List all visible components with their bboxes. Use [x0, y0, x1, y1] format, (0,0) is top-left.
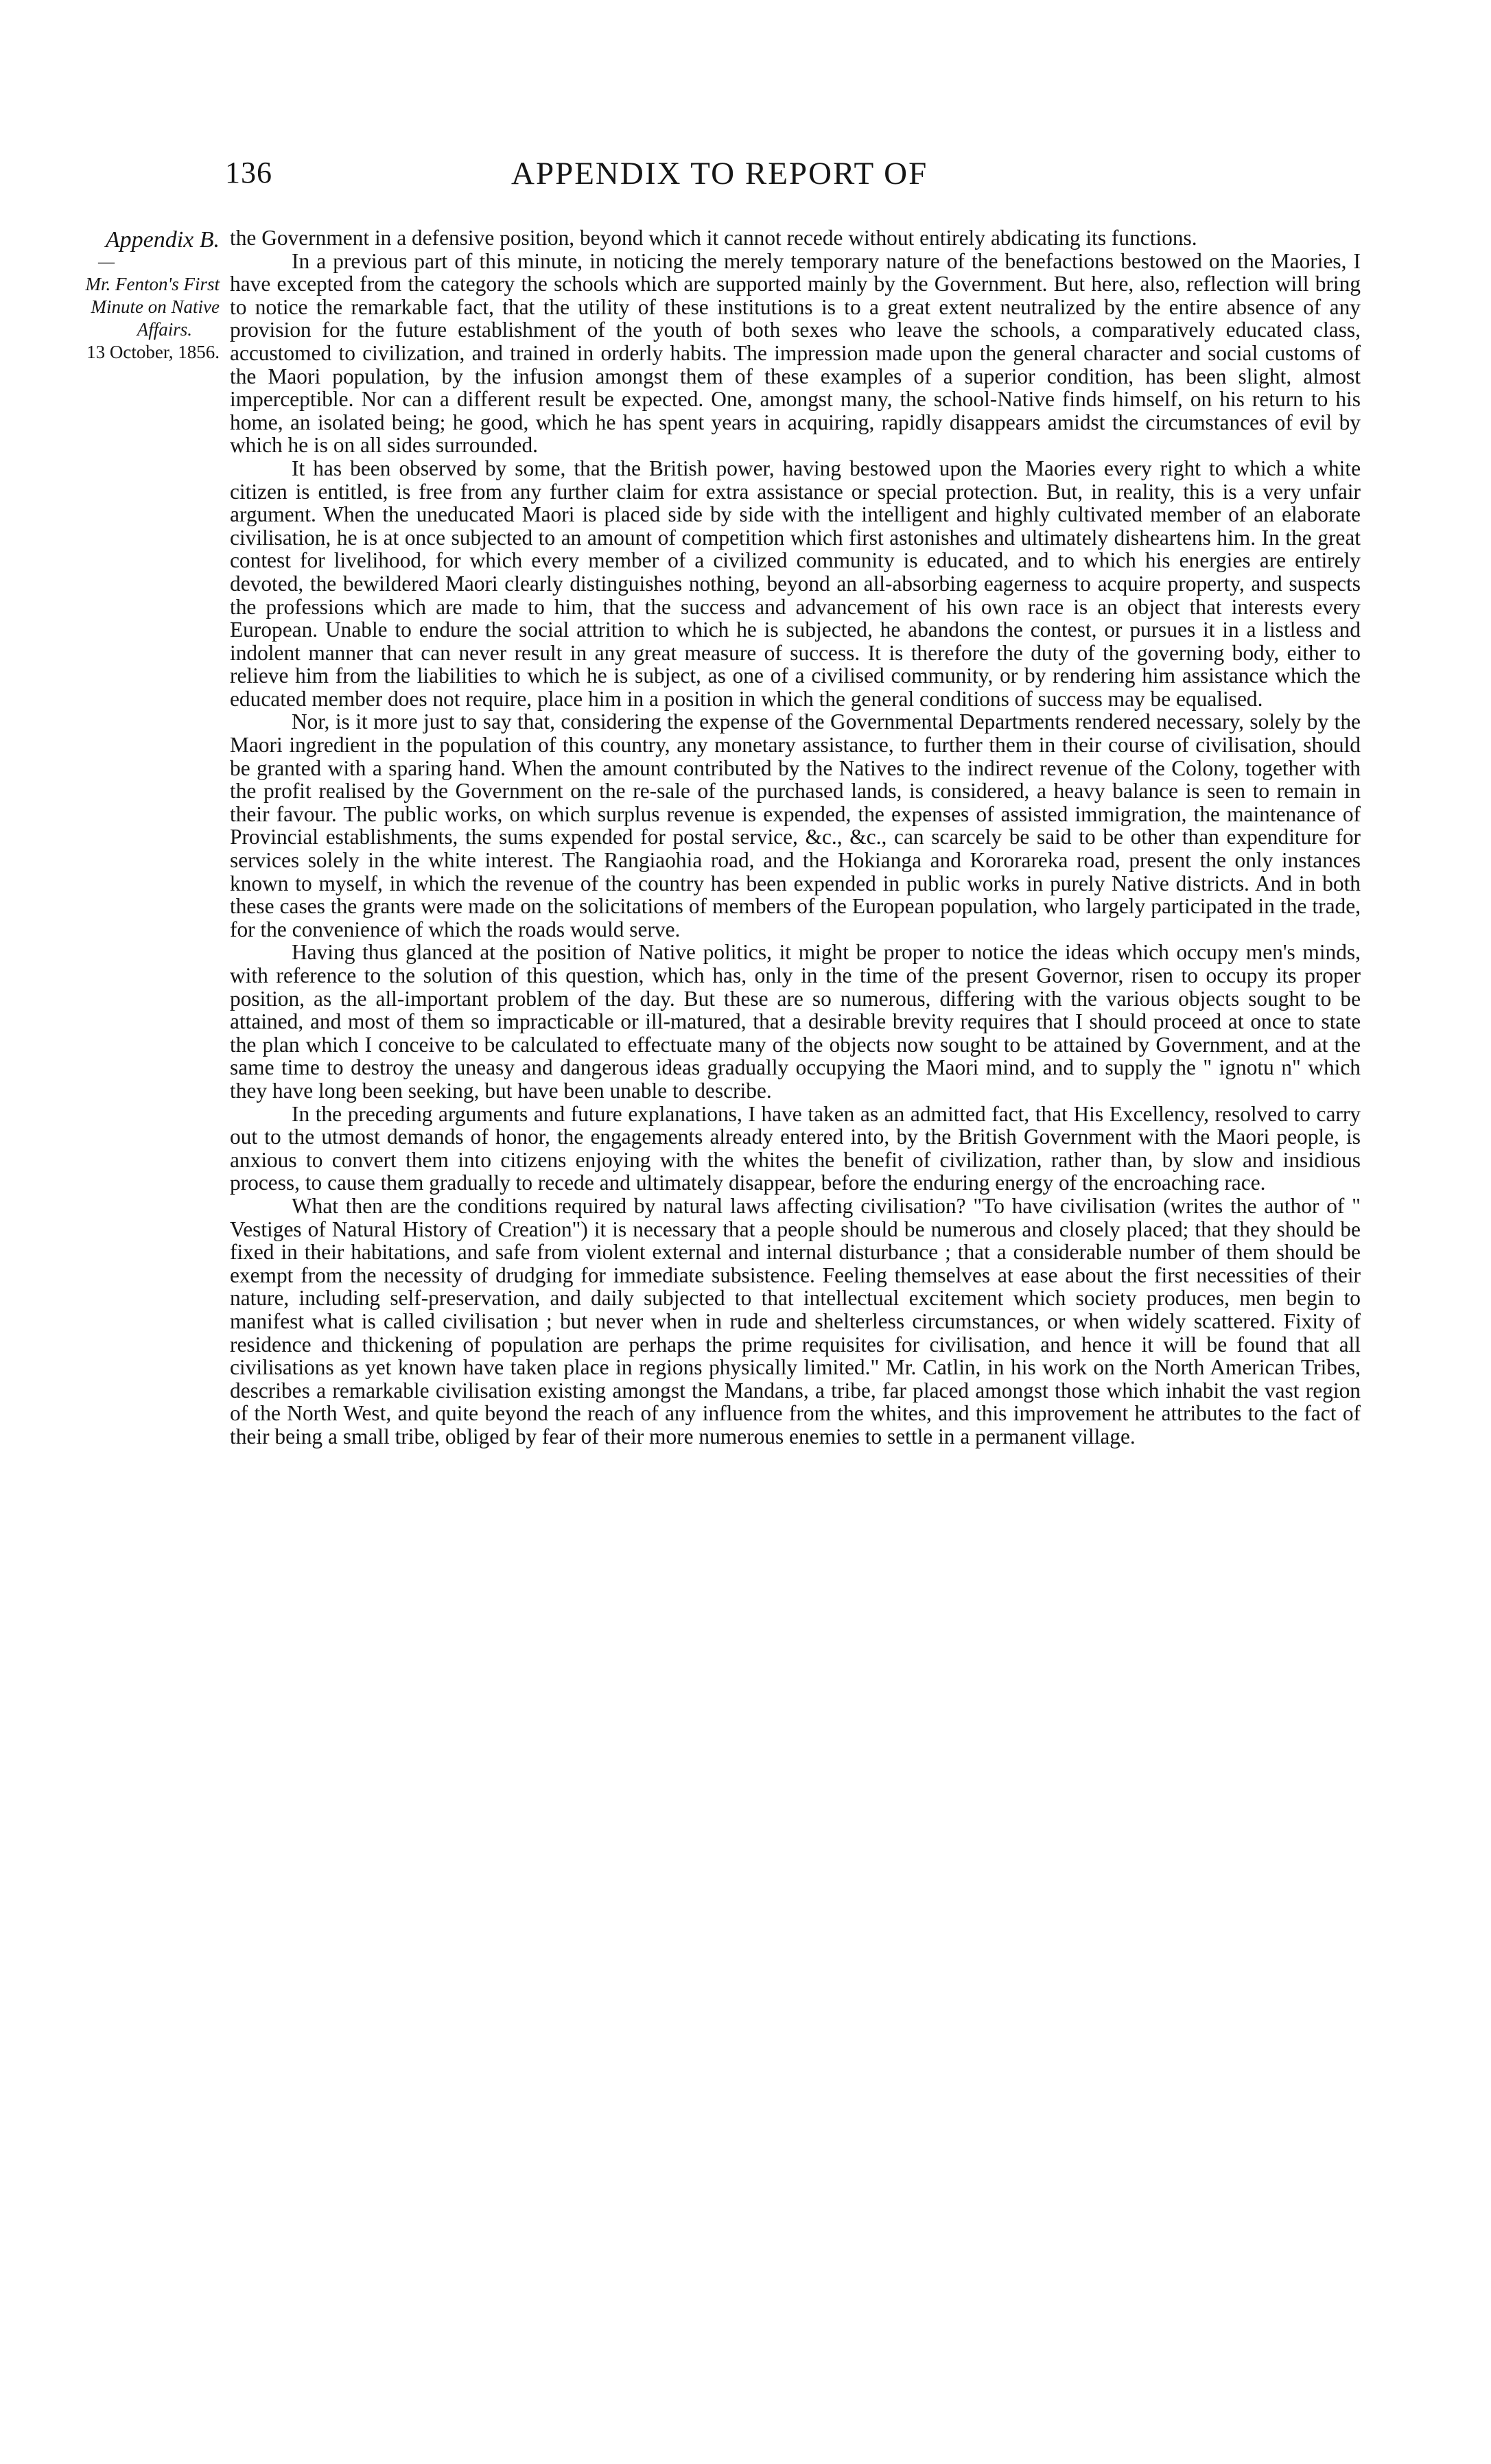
paragraph: Having thus glanced at the position of Native politics, it might be proper to notice the ideas which occupy men's minds, with reference to the solution of this question, which has, only in the time of the present Governor, risen to occupy its proper position, as the all-important problem of the day. But these are so numerous, differing with the various objects sought to be attained, and most of them so impracticable or ill-matured, that a desirable brevity requires that I should proceed at once to state the plan which I conceive to be calculated to effectuate many of the objects now sought to be attained by Government, and at the same time to destroy the uneasy and dangerous ideas gradually occupying the Maori mind, and to supply the " ignotu n" which they have long been seeking, but have been unable to describe. [230, 940, 1361, 1103]
body-text [230, 226, 1361, 1448]
paragraph: What then are the conditions required by natural laws affecting civilisation? "To have civilisation (writes the author of " Vestiges of Natural History of Creation") it is necessary that a people should be numerous and closely placed; that they should be fixed in their habitations, and safe from violent external and internal disturbance ; that a considerable number of them should be exempt from the necessity of drudging for immediate subsistence. Feeling themselves at ease about the first necessities of their nature, including self-preservation, and daily subjected to that intellectual excitement which society produces, men begin to manifest what is called civilisation ; but never when in rude and shelterless circumstances, or when widely scattered. Fixity of residence and thickening of population are perhaps the prime requisites for civilisation, and hence it will be found that all civilisations as yet known have taken place in regions physically limited." Mr. Catlin, in his work on the North American Tribes, describes a remarkable civilisation existing amongst the Mandans, a tribe, far placed amongst those which inhabit the vast region of the North West, and quite beyond the reach of any influence from the whites, and this improvement he attributes to the fact of their being a small tribe, obliged by fear of their more numerous enemies to settle in a permanent village. [230, 1193, 1361, 1448]
margin-title-line: Affairs. [137, 319, 192, 340]
paragraph: the Government in a defensive position, beyond which it cannot recede without entirely abdicating its functions. [230, 226, 1197, 250]
margin-date: 13 October, 1856. [86, 342, 220, 362]
paragraph: In the preceding arguments and future explanations, I have taken as an admitted fact, that His Excellency, resolved to carry out to the utmost demands of honor, the engagements already entered into, by the British Government with the Maori people, is anxious to convert them into citizens enjoying with the whites the benefit of civilization, rather than, by slow and insidious process, to cause them gradually to recede and ultimately disappear, before the enduring energy of the encroaching race. [230, 1101, 1361, 1195]
paragraph: It has been observed by some, that the British power, having bestowed upon the Maories every right to which a white citizen is entitled, is free from any further claim for extra assistance or special protection. But, in reality, this is a very unfair argument. When the uneducated Maori is placed side by side with the intelligent and highly cultivated member of an elaborate civilisation, he is at once subjected to an amount of competition which first astonishes and ultimately disheartens him. In the great contest for livelihood, for which every member of a civilized community is educated, and to which his energies are entirely devoted, the bewildered Maori clearly distinguishes nothing, beyond an all-absorbing eagerness to acquire property, and suspects the professions which are made to him, that the success and advancement of his own race is an object that interests every European. Unable to endure the social attrition to which he is subjected, he abandons the contest, or pursues it in a listless and indolent manner that can never result in any great measure of success. It is therefore the duty of the governing body, either to relieve him from the liabilities to which he is subject, as one of a civilised community, or by rendering him assistance which the educated member does not require, place him in a position in which the general conditions of success may be equalised. [230, 456, 1361, 711]
margin-appendix-label: Appendix B. [105, 227, 220, 253]
margin-title-line: Mr. Fenton's First [85, 274, 220, 294]
margin-separator: — [98, 253, 115, 271]
margin-note [21, 225, 220, 364]
margin-title-line: Minute on Native [91, 296, 220, 317]
paragraph: In a previous part of this minute, in noticing the merely temporary nature of the benefactions bestowed on the Maories, I have excepted from the category the schools which are supported mainly by the Government. But here, also, reflection will bring to notice the remarkable fact, that the utility of these institutions is to a great extent neutralized by the entire absence of any provision for the future establishment of the youth of both sexes who leave the schools, a comparatively educated class, accustomed to civilization, and trained in orderly habits. The impression made upon the general character and social customs of the Maori population, by the infusion amongst them of these examples of a superior condition, has been slight, almost imperceptible. Nor can a different result be expected. One, amongst many, the school-Native finds himself, on his return to his home, an isolated being; he good, which he has spent years in acquiring, rapidly disappears amidst the circumstances of evil by which he is on all sides surrounded. [230, 248, 1361, 458]
running-head: APPENDIX TO REPORT OF [511, 156, 928, 191]
page-number: 136 [225, 156, 272, 189]
paragraph: Nor, is it more just to say that, considering the expense of the Governmental Departments rendered necessary, solely by the Maori ingredient in the population of this country, any monetary assistance, to further them in their course of civilisation, should be granted with a sparing hand. When the amount contributed by the Natives to the indirect revenue of the Colony, together with the profit realised by the Government on the re-sale of the purchased lands, is considered, a heavy balance is seen to remain in their favour. The public works, on which surplus revenue is expended, the expenses of assisted immigration, the maintenance of Provincial establishments, the sums expended for postal service, &c., &c., can scarcely be said to be other than expenditure for services solely in the white interest. The Rangiaohia road, and the Hokianga and Kororareka road, present the only instances known to myself, in which the revenue of the country has been expended in public works in purely Native districts. And in both these cases the grants were made on the solicitations of members of the European population, who largely participated in the trade, for the convenience of which the roads would serve. [230, 709, 1361, 941]
